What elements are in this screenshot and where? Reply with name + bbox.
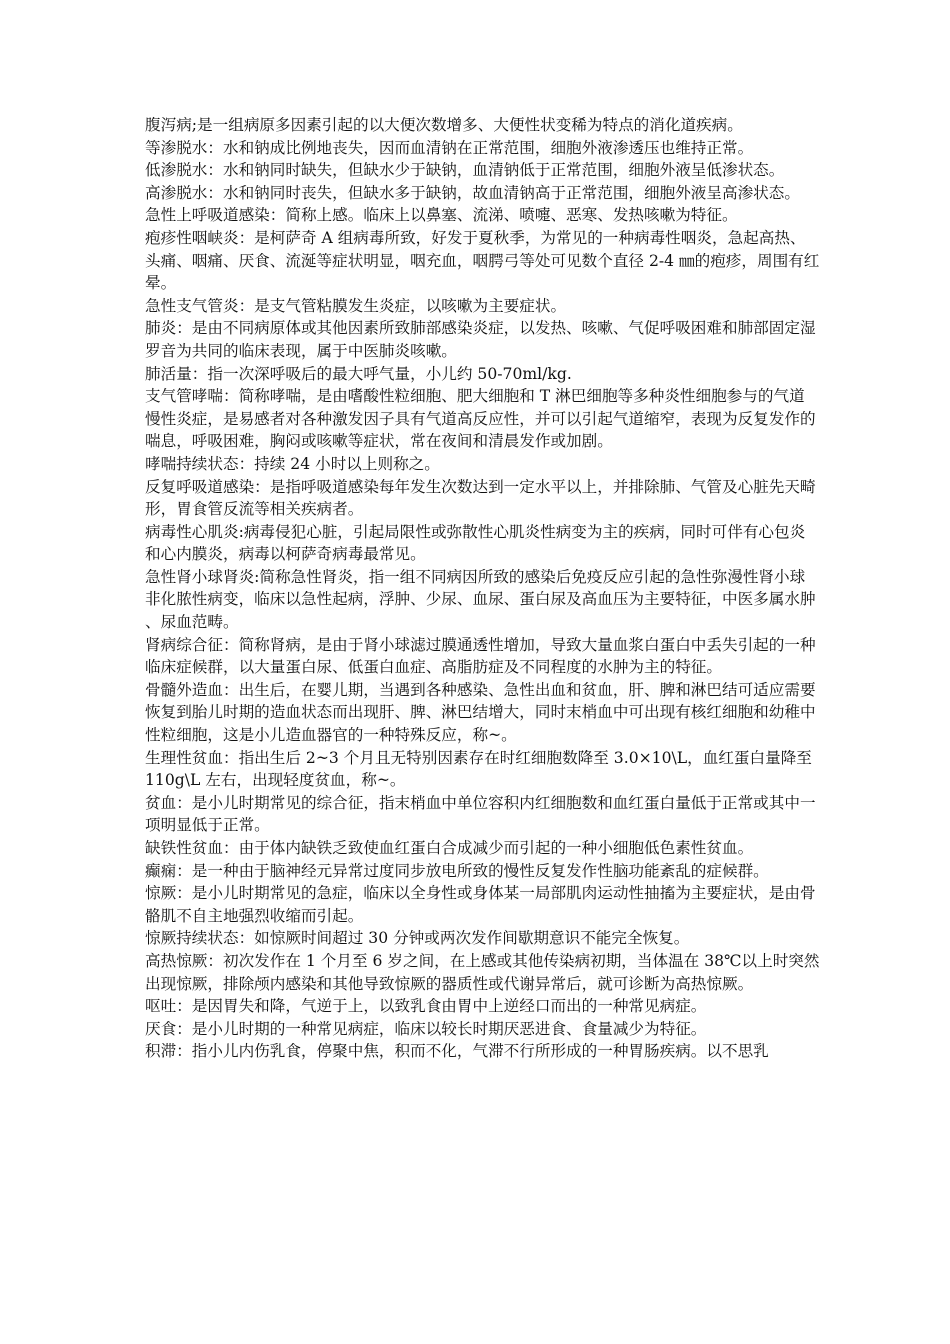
term-status-convulsivus: 惊厥持续状态：如惊厥时间超过 30 分钟或两次发作间歇期意识不能完全恢复。 bbox=[145, 929, 690, 948]
term-acute-uri: 急性上呼吸道感染：简称上感。临床上以鼻塞、流涕、喷嚏、恶寒、发热咳嗽为特征。 bbox=[145, 206, 738, 225]
term-acute-bronchitis: 急性支气管炎：是支气管粘膜发生炎症，以咳嗽为主要症状。 bbox=[145, 296, 567, 315]
term-hypotonic-dehydration: 低渗脱水：水和钠同时缺失，但缺水少于缺钠，血清钠低于正常范围，细胞外液呈低渗状态。 bbox=[145, 161, 785, 180]
term-status-asthmaticus: 哮喘持续状态：持续 24 小时以上则称之。 bbox=[145, 454, 440, 473]
term-food-stagnation: 积滞：指小儿内伤乳食，停聚中焦，积而不化，气滞不行所形成的一种胃肠疾病。以不思乳 bbox=[145, 1042, 769, 1061]
term-convulsion: 惊厥：是小儿时期常见的急症，临床以全身性或身体某一局部肌肉运动性抽搐为主要症状，是由骨骼肌不自主地强烈收缩而引起。 bbox=[145, 884, 816, 925]
term-viral-myocarditis: 病毒性心肌炎:病毒侵犯心脏，引起局限性或弥散性心肌炎性病变为主的疾病，同时可伴有心包炎和心内膜炎，病毒以柯萨奇病毒最常见。 bbox=[145, 522, 806, 564]
term-diarrhea: 腹泻病;是一组病原多因素引起的以大便次数增多、大便性状变稀为特点的消化道疾病。 bbox=[145, 116, 743, 134]
term-isotonic-dehydration: 等渗脱水：水和钠成比例地丧失，因而血清钠在正常范围，细胞外液渗透压也维持正常。 bbox=[145, 138, 754, 157]
term-acute-glomerulonephritis: 急性肾小球肾炎:简称急性肾炎，指一组不同病因所致的感染后免疫反应引起的急性弥漫性肾小球非化脓性病变，临床以急性起病，浮肿、少尿、血尿、蛋白尿及高血压为主要特征，中医多属水肿、尿血范畴。 bbox=[145, 567, 816, 632]
term-anorexia: 厌食：是小儿时期的一种常见病症，临床以较长时期厌恶进食、食量减少为特征。 bbox=[145, 1019, 707, 1038]
term-vital-capacity: 肺活量：指一次深呼吸后的最大呼气量，小儿约 50-70ml/kg. bbox=[145, 364, 572, 383]
term-hypertonic-dehydration: 高渗脱水：水和钠同时丧失，但缺水多于缺钠，故血清钠高于正常范围，细胞外液呈高渗状态。 bbox=[145, 183, 800, 202]
term-anemia: 贫血：是小儿时期常见的综合征，指末梢血中单位容积内红细胞数和血红蛋白量低于正常或其中一项明显低于正常。 bbox=[145, 793, 816, 835]
term-recurrent-rti: 反复呼吸道感染：是指呼吸道感染每年发生次数达到一定水平以上，并排除肺、气管及心脏先天畸形，胃食管反流等相关疾病者。 bbox=[145, 477, 816, 519]
term-extramedullary-hematopoiesis: 骨髓外造血：出生后，在婴儿期，当遇到各种感染、急性出血和贫血，肝、脾和淋巴结可适应需要恢复到胎儿时期的造血状态而出现肝、脾、淋巴结增大，同时末梢血中可出现有核红细胞和幼稚中性粒细胞，这是小儿造血器官的一种特殊反应，称~。 bbox=[145, 680, 816, 745]
document-body bbox=[145, 114, 820, 1063]
term-physiologic-anemia: 生理性贫血：指出生后 2~3 个月且无特别因素存在时红细胞数降至 3.0×10\L，血红蛋白量降至 110g\L 左右，出现轻度贫血，称~。 bbox=[145, 748, 812, 790]
term-asthma: 支气管哮喘：简称哮喘，是由嗜酸性粒细胞、肥大细胞和 T 淋巴细胞等多种炎性细胞参与的气道慢性炎症，是易感者对各种激发因子具有气道高反应性，并可以引起气道缩窄，表现为反复发作的喘息，呼吸困难，胸闷或咳嗽等症状，常在夜间和清晨发作或加剧。 bbox=[145, 387, 816, 451]
term-pneumonia: 肺炎：是由不同病原体或其他因素所致肺部感染炎症，以发热、咳嗽、气促呼吸困难和肺部固定湿罗音为共同的临床表现，属于中医肺炎咳嗽。 bbox=[145, 319, 816, 360]
term-herpangina: 疱疹性咽峡炎：是柯萨奇 A 组病毒所致，好发于夏秋季，为常见的一种病毒性咽炎，急起高热、头痛、咽痛、厌食、流涎等症状明显，咽充血，咽腭弓等处可见数个直径 2-4 ㎜的疱疹，周围有红晕。 bbox=[145, 228, 820, 293]
term-febrile-convulsion: 高热惊厥：初次发作在 1 个月至 6 岁之间，在上感或其他传染病初期，当体温在 38℃以上时突然出现惊厥，排除颅内感染和其他导致惊厥的器质性或代谢异常后，就可诊断为高热惊厥。 bbox=[145, 951, 820, 993]
term-iron-deficiency-anemia: 缺铁性贫血：由于体内缺铁乏致使血红蛋白合成减少而引起的一种小细胞低色素性贫血。 bbox=[145, 839, 754, 857]
term-nephrotic-syndrome: 肾病综合征：简称肾病，是由于肾小球滤过膜通透性增加，导致大量血浆白蛋白中丢失引起的一种临床症候群，以大量蛋白尿、低蛋白血症、高脂肪症及不同程度的水肿为主的特征。 bbox=[145, 635, 816, 677]
term-vomiting: 呕吐：是因胃失和降，气逆于上，以致乳食由胃中上逆经口而出的一种常见病症。 bbox=[145, 997, 707, 1016]
term-epilepsy: 癫痫：是一种由于脑神经元异常过度同步放电所致的慢性反复发作性脑功能紊乱的症候群。 bbox=[145, 861, 769, 880]
